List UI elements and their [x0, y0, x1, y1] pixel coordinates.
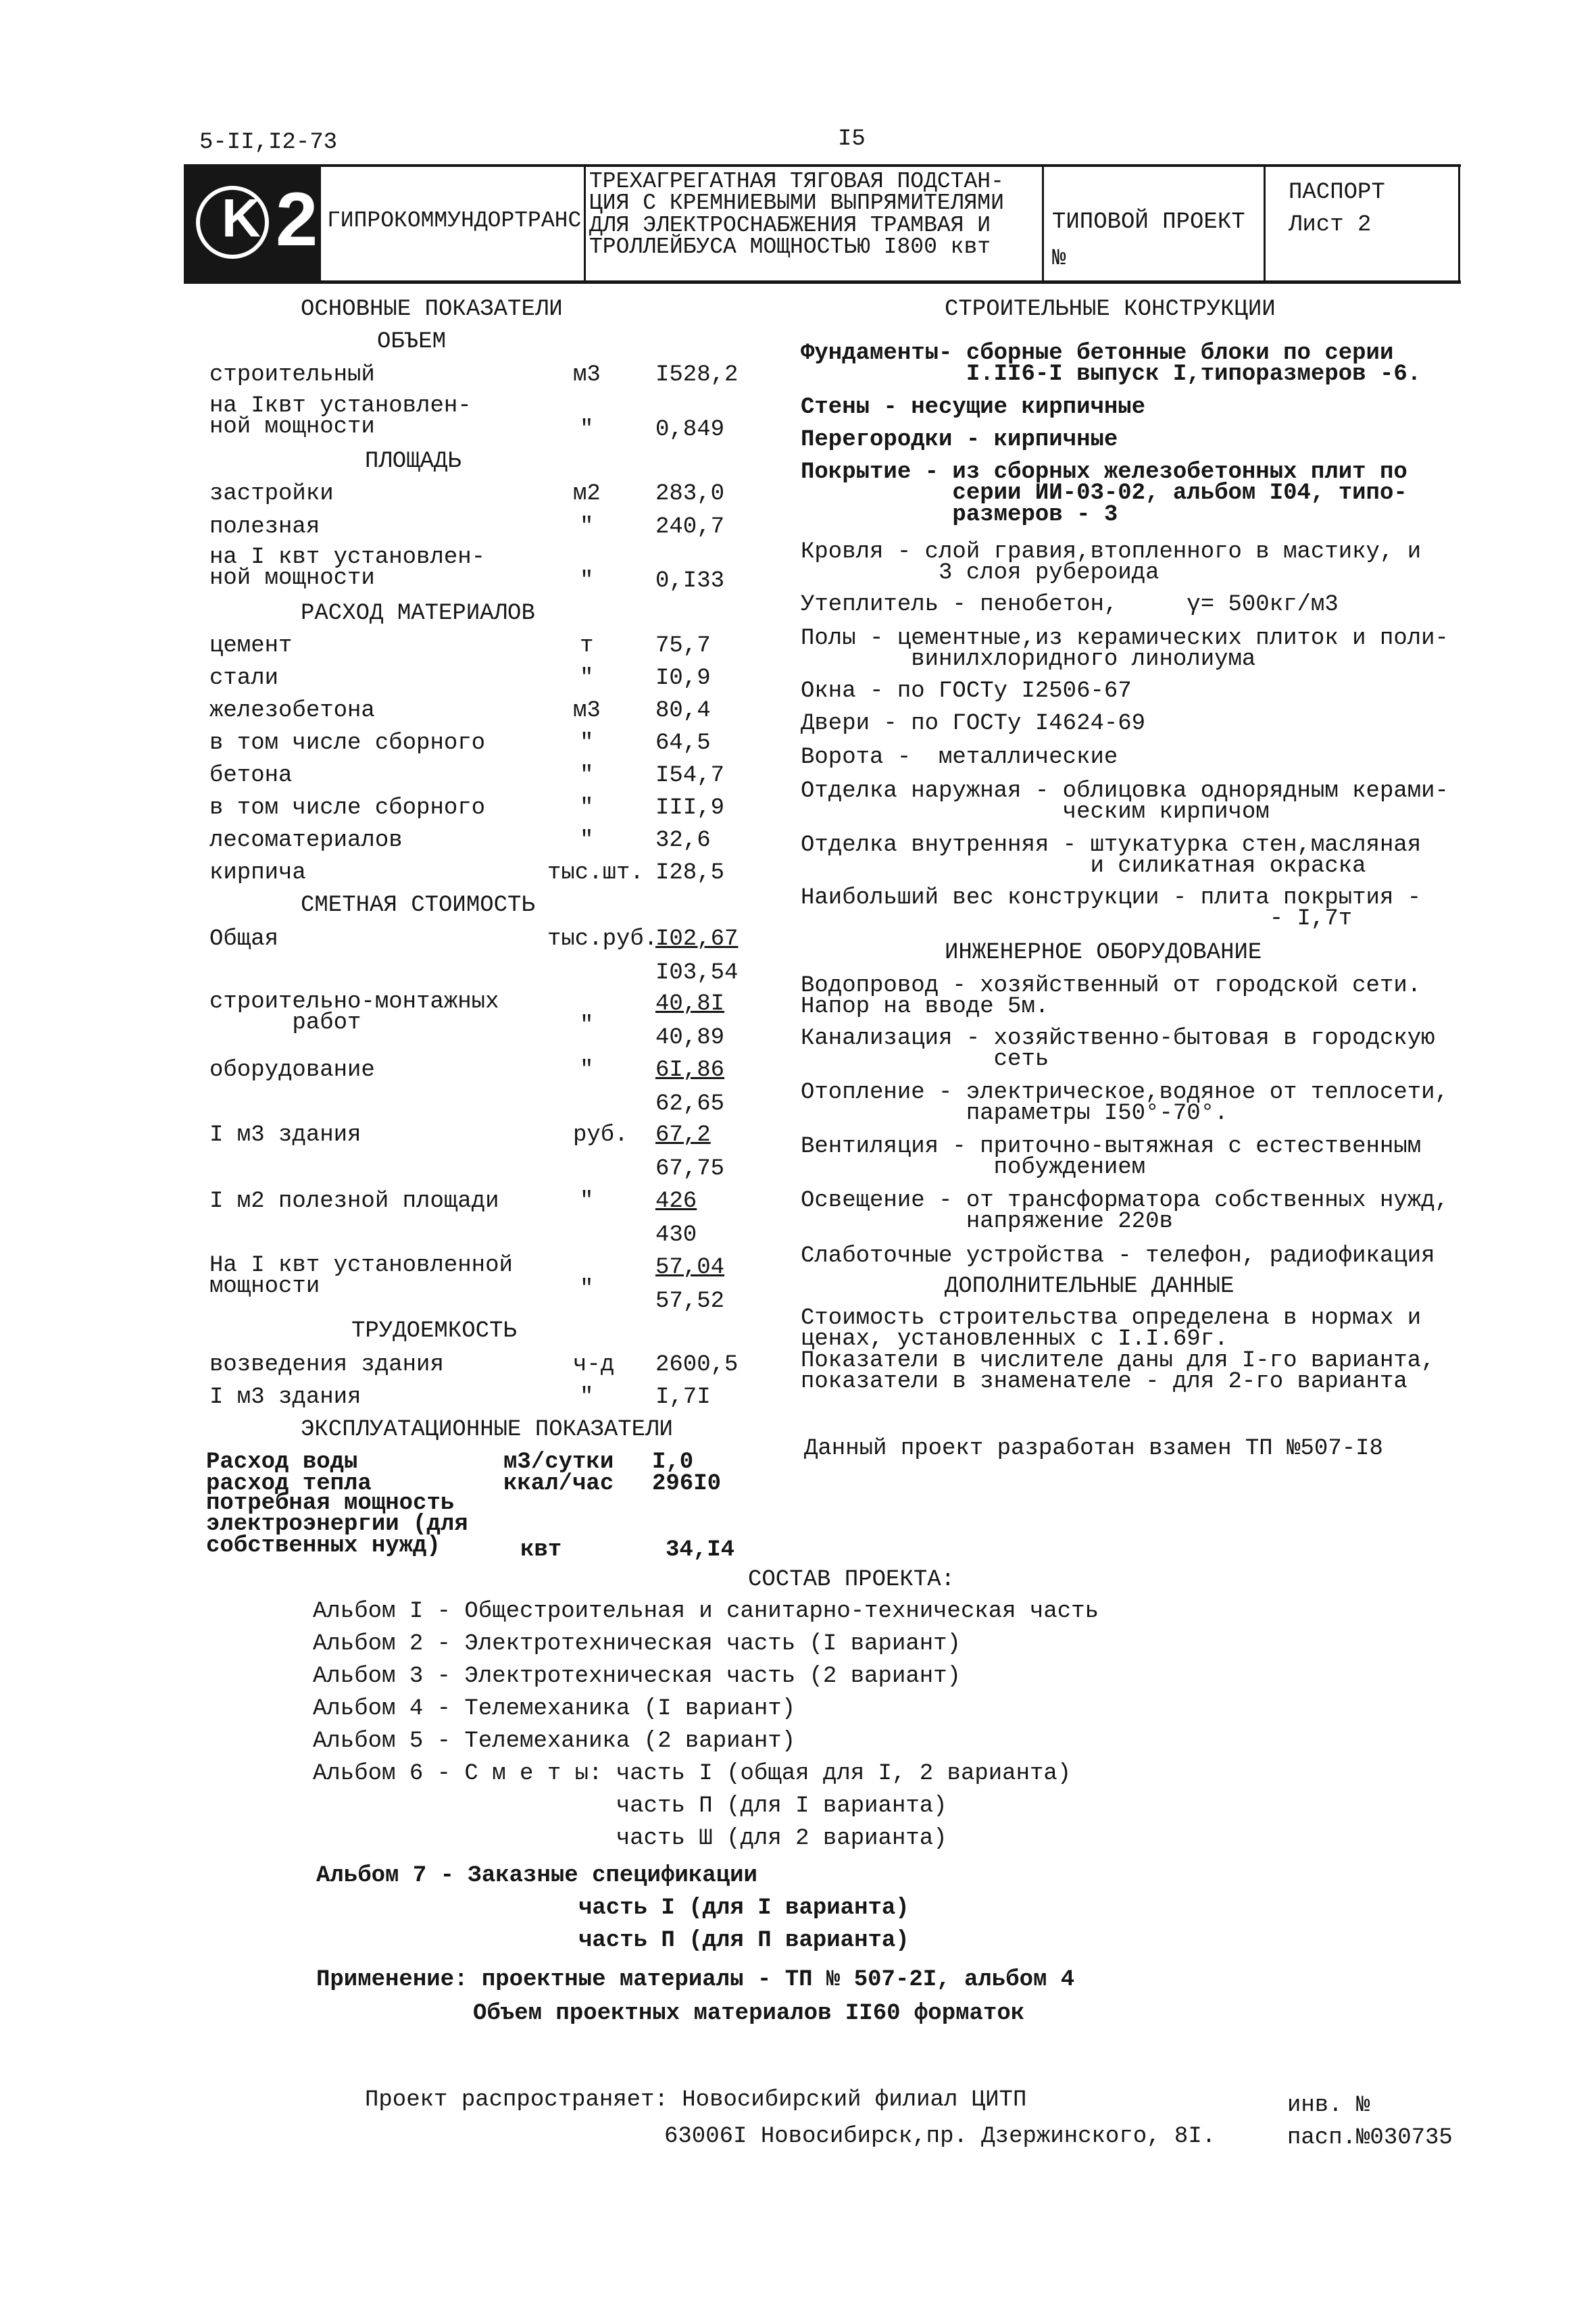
engineering-item: Освещение - от трансформатора собственных нужд, напряжение 220в: [801, 1188, 1449, 1235]
construction-item: Полы - цементные,из керамических плиток и поли- винилхлоридного линолиума: [801, 626, 1449, 673]
cost-numerator: 426: [655, 1189, 697, 1214]
organization-name: ГИПРОКОММУНДОРТРАНС: [327, 208, 582, 233]
album-item: Альбом I - Общестроительная и санитарно-техническая часть: [313, 1599, 1099, 1624]
logo-number: 2: [276, 177, 318, 262]
construction-item: Двери - по ГОСТу I4624-69: [801, 711, 1146, 737]
construction-item: Отделка наружная - облицовка однорядным керами- ческим кирпичом: [801, 778, 1449, 826]
construction-item: Кровля - слой гравия,втопленного в мастику, и 3 слоя рубероида: [801, 539, 1422, 587]
constructions-title: СТРОИТЕЛЬНЫЕ КОНСТРУКЦИИ: [945, 297, 1276, 322]
cost-denominator: 67,75: [655, 1156, 725, 1182]
logo: [184, 167, 319, 280]
cost-denominator: 430: [655, 1222, 697, 1248]
album-part: часть I (для I варианта): [578, 1895, 909, 1921]
cost-numerator: 57,04: [655, 1255, 725, 1280]
album-item: часть Ш (для 2 варианта): [313, 1826, 947, 1851]
passport-number: пасп.№030735: [1287, 2125, 1453, 2151]
passport-label: ПАСПОРТ: [1289, 180, 1385, 205]
construction-item: Ворота - металлические: [801, 745, 1118, 770]
album-item: Альбом 4 - Телемеханика (I вариант): [313, 1696, 796, 1722]
document-code: 5-II,I2-73: [199, 130, 338, 155]
album-item: часть П (для I варианта): [313, 1793, 947, 1819]
cost-numerator: I02,67: [655, 926, 739, 952]
project-number-sign: №: [1052, 246, 1066, 272]
construction-item: Отделка внутренняя - штукатурка стен,масляная и силикатная окраска: [801, 832, 1422, 880]
distributor: Проект распространяет: Новосибирский филиал ЦИТП: [365, 2087, 1027, 2113]
additional-title: ДОПОЛНИТЕЛЬНЫЕ ДАННЫЕ: [945, 1274, 1235, 1299]
materials-volume-note: Объем проектных материалов II60 форматок: [473, 2001, 1025, 2026]
additional-text: Стоимость строительства определена в нормах и ценах, установленных с I.I.69г. Показатели в числителе даны для I-го варианта, показатели в знаменателе - для 2-го варианта: [801, 1305, 1435, 1395]
project-title: ТРЕХАГРЕГАТНАЯ ТЯГОВАЯ ПОДСТАН- ЦИЯ С КРЕМНИЕВЫМИ ВЫПРЯМИТЕЛЯМИ ДЛЯ ЭЛЕКТРОСНАБЖЕНИЯ ТРАМВАЯ И ТРОЛЛЕЙБУСА МОЩНОСТЬЮ I800 квт: [589, 169, 1004, 259]
composition-title: СОСТАВ ПРОЕКТА:: [748, 1567, 955, 1593]
construction-item: Окна - по ГОСТу I2506-67: [801, 678, 1132, 704]
estimated-cost-title: СМЕТНАЯ СТОИМОСТЬ: [301, 893, 535, 918]
engineering-item: Отопление - электрическое,водяное от теплосети, параметры I50°-70°.: [801, 1080, 1449, 1127]
album-item: Альбом 3 - Электротехническая часть (2 вариант): [313, 1664, 961, 1689]
page-number: I5: [838, 126, 866, 152]
construction-item: Покрытие - из сборных железобетонных плит по серии ИИ-03-02, альбом I04, типо- размеров - 3: [801, 459, 1407, 528]
cost-denominator: 57,52: [655, 1289, 725, 1314]
application-note: Применение: проектные материалы - ТП № 507-2I, альбом 4: [316, 1967, 1075, 1993]
album-item: Альбом 7 - Заказные спецификации: [316, 1863, 757, 1889]
engineering-item: Канализация - хозяйственно-бытовая в городскую сеть: [801, 1026, 1435, 1073]
cost-numerator: 67,2: [655, 1122, 711, 1148]
title-block: [184, 164, 1461, 284]
album-part: часть П (для П варианта): [578, 1928, 909, 1953]
engineering-title: ИНЖЕНЕРНОЕ ОБОРУДОВАНИЕ: [945, 940, 1262, 966]
cost-numerator: 6I,86: [655, 1057, 725, 1083]
cost-denominator: I03,54: [655, 960, 739, 986]
engineering-item: Вентиляция - приточно-вытяжная с естественным побуждением: [801, 1134, 1422, 1181]
logo-k-icon: K: [222, 188, 261, 248]
operation-title: ЭКСПЛУАТАЦИОННЫЕ ПОКАЗАТЕЛИ: [301, 1417, 673, 1443]
construction-item: Фундаменты- сборные бетонные блоки по серии I.II6-I выпуск I,типоразмеров -6.: [801, 341, 1422, 388]
replaces-note: Данный проект разработан взамен ТП №507-I8: [804, 1436, 1383, 1462]
area-title: ПЛОЩАДЬ: [365, 449, 462, 474]
album-item: Альбом 6 - С м е т ы: часть I (общая для I, 2 варианта): [313, 1761, 1072, 1787]
materials-title: РАСХОД МАТЕРИАЛОВ: [301, 601, 535, 626]
volume-title: ОБЪЕМ: [377, 329, 447, 355]
main-indicators-title: ОСНОВНЫЕ ПОКАЗАТЕЛИ: [301, 297, 563, 322]
album-item: Альбом 5 - Телемеханика (2 вариант): [313, 1728, 796, 1754]
album-item: Альбом 2 - Электротехническая часть (I вариант): [313, 1631, 961, 1657]
distributor-address: 63006I Новосибирск,пр. Дзержинского, 8I.: [664, 2124, 1216, 2149]
construction-item: Стены - несущие кирпичные: [801, 395, 1146, 420]
engineering-item: Водопровод - хозяйственный от городской сети. Напор на вводе 5м.: [801, 973, 1422, 1020]
construction-item: Утеплитель - пенобетон, γ= 500кг/м3: [801, 592, 1339, 618]
sheet-label: Лист 2: [1289, 212, 1372, 238]
cost-numerator: 40,8I: [655, 991, 725, 1017]
cost-denominator: 40,89: [655, 1025, 725, 1051]
construction-item: Наибольший вес конструкции - плита покрытия - - I,7т: [801, 885, 1422, 932]
cost-denominator: 62,65: [655, 1091, 725, 1117]
project-type: ТИПОВОЙ ПРОЕКТ: [1052, 209, 1245, 235]
labor-title: ТРУДОЕМКОСТЬ: [351, 1318, 517, 1344]
construction-item: Перегородки - кирпичные: [801, 427, 1118, 453]
engineering-item: Слаботочные устройства - телефон, радиофикация: [801, 1243, 1435, 1269]
inventory-number: инв. №: [1287, 2093, 1370, 2118]
